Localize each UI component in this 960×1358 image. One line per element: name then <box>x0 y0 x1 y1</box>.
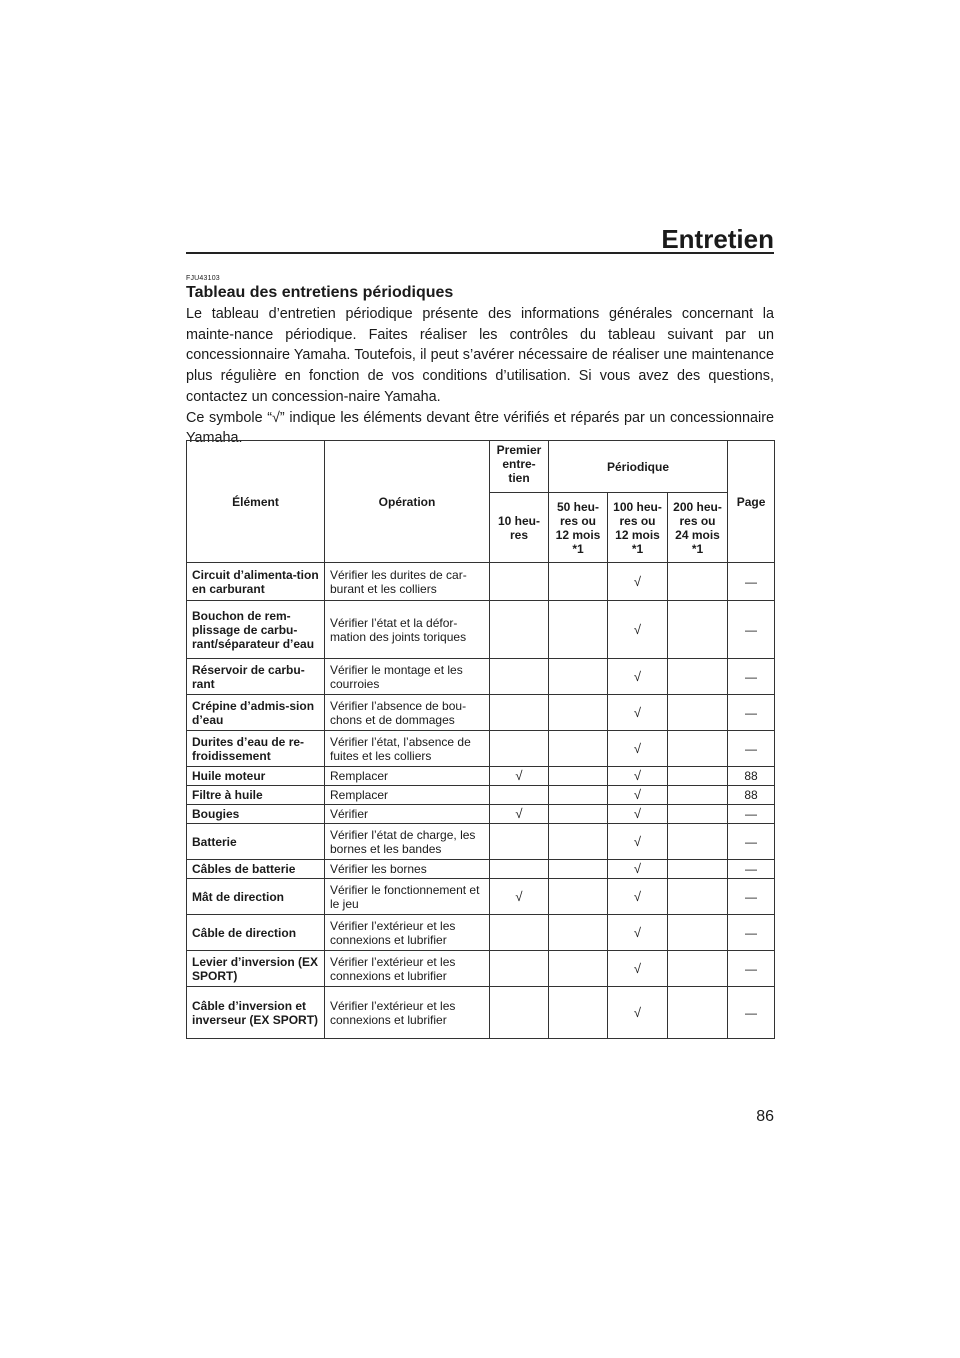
page-cell: — <box>728 563 775 601</box>
operation-cell: Vérifier l’absence de bou-chons et de dommages <box>325 695 490 731</box>
check-100h-cell: √ <box>608 601 668 659</box>
table-row <box>187 987 775 1039</box>
item-cell: Câble d’inversion et inverseur (EX SPORT) <box>187 987 325 1039</box>
section-heading: Tableau des entretiens périodiques <box>186 284 454 301</box>
item-cell: Mât de direction <box>187 879 325 915</box>
item-cell: Réservoir de carbu-rant <box>187 659 325 695</box>
operation-cell: Vérifier les bornes <box>325 860 490 879</box>
check-50h-cell <box>549 695 608 731</box>
check-200h-cell <box>668 731 728 767</box>
header-premier-entretien: Premier entre-tien <box>490 441 549 493</box>
check-200h-cell <box>668 860 728 879</box>
check-10h-cell: √ <box>490 805 549 824</box>
page-cell: — <box>728 860 775 879</box>
operation-cell: Vérifier l’extérieur et les connexions et lubrifier <box>325 951 490 987</box>
check-200h-cell <box>668 951 728 987</box>
header-element: Élément <box>187 441 325 563</box>
check-10h-cell <box>490 915 549 951</box>
page-cell: — <box>728 879 775 915</box>
page-number: 86 <box>756 1108 774 1125</box>
page-cell: — <box>728 695 775 731</box>
item-cell: Bouchon de rem-plissage de carbu-rant/séparateur d’eau <box>187 601 325 659</box>
table-row <box>187 879 775 915</box>
header-periodique: Périodique <box>549 441 728 493</box>
table-body <box>187 563 775 1039</box>
check-100h-cell: √ <box>608 731 668 767</box>
page-cell: — <box>728 659 775 695</box>
check-10h-cell <box>490 601 549 659</box>
table-row <box>187 860 775 879</box>
title-rule <box>186 252 774 254</box>
operation-cell: Vérifier <box>325 805 490 824</box>
check-200h-cell <box>668 659 728 695</box>
check-100h-cell: √ <box>608 805 668 824</box>
check-50h-cell <box>549 731 608 767</box>
table-row <box>187 824 775 860</box>
check-10h-cell: √ <box>490 767 549 786</box>
check-10h-cell <box>490 563 549 601</box>
page-cell: — <box>728 731 775 767</box>
item-cell: Crépine d’admis-sion d’eau <box>187 695 325 731</box>
check-100h-cell: √ <box>608 767 668 786</box>
check-50h-cell <box>549 659 608 695</box>
operation-cell: Vérifier l’extérieur et les connexions et lubrifier <box>325 987 490 1039</box>
check-50h-cell <box>549 987 608 1039</box>
check-100h-cell: √ <box>608 786 668 805</box>
operation-cell: Vérifier le montage et les courroies <box>325 659 490 695</box>
check-200h-cell <box>668 915 728 951</box>
check-10h-cell <box>490 786 549 805</box>
page-cell: — <box>728 915 775 951</box>
item-cell: Filtre à huile <box>187 786 325 805</box>
check-200h-cell <box>668 601 728 659</box>
check-50h-cell <box>549 767 608 786</box>
item-cell: Durites d’eau de re-froidissement <box>187 731 325 767</box>
maintenance-table <box>186 440 775 1039</box>
check-50h-cell <box>549 786 608 805</box>
check-50h-cell <box>549 860 608 879</box>
item-cell: Levier d’inversion (EX SPORT) <box>187 951 325 987</box>
page-cell: — <box>728 987 775 1039</box>
table-row <box>187 659 775 695</box>
check-200h-cell <box>668 563 728 601</box>
table-row <box>187 786 775 805</box>
check-50h-cell <box>549 563 608 601</box>
header-operation: Opération <box>325 441 490 563</box>
header-50-heures: 50 heu-res ou 12 mois *1 <box>549 493 608 563</box>
check-10h-cell: √ <box>490 879 549 915</box>
check-10h-cell <box>490 824 549 860</box>
page-cell: — <box>728 805 775 824</box>
operation-cell: Vérifier l’état et la défor-mation des joints toriques <box>325 601 490 659</box>
operation-cell: Vérifier l’état, l’absence de fuites et les colliers <box>325 731 490 767</box>
check-50h-cell <box>549 601 608 659</box>
check-200h-cell <box>668 695 728 731</box>
chapter-title: Entretien <box>661 224 774 254</box>
operation-cell: Vérifier l’extérieur et les connexions et lubrifier <box>325 915 490 951</box>
check-10h-cell <box>490 695 549 731</box>
page-cell: — <box>728 951 775 987</box>
check-100h-cell: √ <box>608 824 668 860</box>
operation-cell: Vérifier le fonctionnement et le jeu <box>325 879 490 915</box>
check-50h-cell <box>549 805 608 824</box>
check-100h-cell: √ <box>608 987 668 1039</box>
operation-cell: Remplacer <box>325 767 490 786</box>
intro-text <box>186 304 774 449</box>
header-page: Page <box>728 441 775 563</box>
check-100h-cell: √ <box>608 951 668 987</box>
page-cell: 88 <box>728 786 775 805</box>
table-row <box>187 767 775 786</box>
table-row <box>187 951 775 987</box>
check-100h-cell: √ <box>608 915 668 951</box>
header-200-heures: 200 heu-res ou 24 mois *1 <box>668 493 728 563</box>
header-10-heures: 10 heu-res <box>490 493 549 563</box>
header-100-heures: 100 heu-res ou 12 mois *1 <box>608 493 668 563</box>
intro-paragraph-1: Le tableau d’entretien périodique présente des informations générales concernant la mainte-nance périodique. Faites réaliser les contrôles du tableau suivant par un concessionnaire Yamaha. Toutefois, il peut s’avérer nécessaire de réaliser une maintenance plus régulière en fonction de vos conditions d’utilisation. Si vous avez des questions, contactez un concession-naire Yamaha. <box>186 306 774 405</box>
check-10h-cell <box>490 659 549 695</box>
table-row <box>187 805 775 824</box>
reference-code: FJU43103 <box>186 275 220 282</box>
page-cell: 88 <box>728 767 775 786</box>
table-row <box>187 601 775 659</box>
check-50h-cell <box>549 951 608 987</box>
check-50h-cell <box>549 915 608 951</box>
page-cell: — <box>728 824 775 860</box>
check-100h-cell: √ <box>608 879 668 915</box>
check-10h-cell <box>490 987 549 1039</box>
check-10h-cell <box>490 951 549 987</box>
check-10h-cell <box>490 860 549 879</box>
check-50h-cell <box>549 824 608 860</box>
check-100h-cell: √ <box>608 860 668 879</box>
check-200h-cell <box>668 879 728 915</box>
check-100h-cell: √ <box>608 659 668 695</box>
check-200h-cell <box>668 805 728 824</box>
item-cell: Câbles de batterie <box>187 860 325 879</box>
table-row <box>187 563 775 601</box>
page-cell: — <box>728 601 775 659</box>
item-cell: Huile moteur <box>187 767 325 786</box>
item-cell: Bougies <box>187 805 325 824</box>
intro-paragraph-2: Ce symbole “√” indique les éléments devant être vérifiés et réparés par un concessionnaire Yamaha. <box>186 409 774 447</box>
check-200h-cell <box>668 786 728 805</box>
item-cell: Batterie <box>187 824 325 860</box>
operation-cell: Vérifier les durites de car-burant et les colliers <box>325 563 490 601</box>
check-200h-cell <box>668 987 728 1039</box>
operation-cell: Remplacer <box>325 786 490 805</box>
table-row <box>187 731 775 767</box>
check-10h-cell <box>490 731 549 767</box>
check-100h-cell: √ <box>608 695 668 731</box>
check-200h-cell <box>668 767 728 786</box>
item-cell: Câble de direction <box>187 915 325 951</box>
item-cell: Circuit d’alimenta-tion en carburant <box>187 563 325 601</box>
operation-cell: Vérifier l’état de charge, les bornes et les bandes <box>325 824 490 860</box>
check-50h-cell <box>549 879 608 915</box>
check-100h-cell: √ <box>608 563 668 601</box>
table-row <box>187 695 775 731</box>
check-200h-cell <box>668 824 728 860</box>
table-row <box>187 915 775 951</box>
